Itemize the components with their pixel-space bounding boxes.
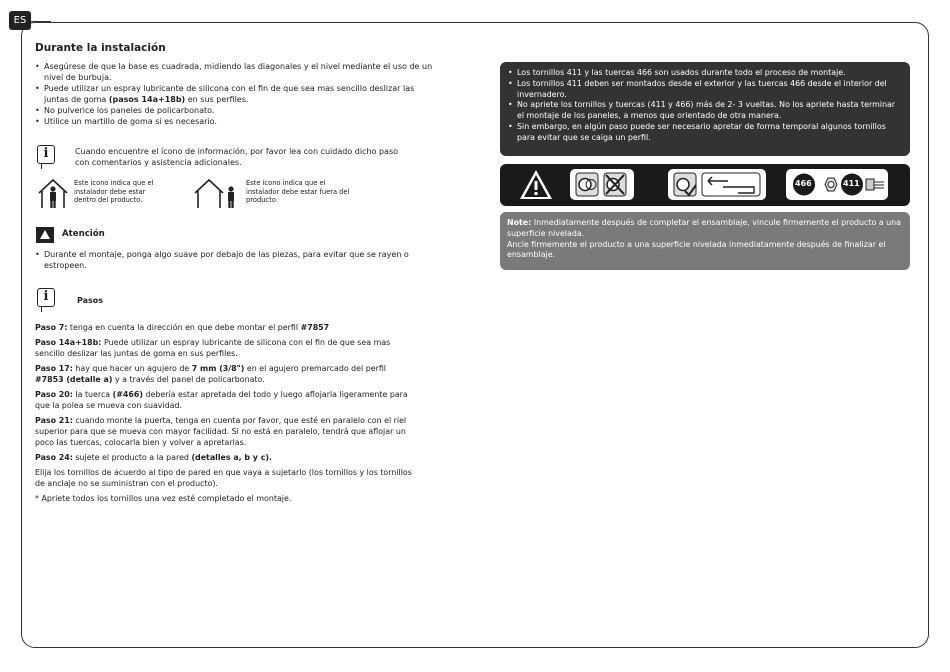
screw-code-label: 411 [843, 179, 860, 188]
wall-note: Elija los tornillos de acuerdo al tipo de pared en que vaya a sujetarlo (los tornillos y los tornillos de anclaje no se suministran con el producto). [35, 468, 412, 488]
step-24: Paso 24: sujete el producto a la pared (detalles a, b y c). [35, 453, 272, 462]
icon-inside-text: Este icono indica que el instalador debe estar dentro del producto. [74, 179, 154, 204]
steps-info-icon: i [37, 288, 55, 307]
steps-info-icon-tail [41, 306, 48, 312]
info-icon-tail [41, 163, 48, 169]
install-bullet-2: • Puede utilizar un espray lubricante de silicona con el fin de que sea mas sencillo deslizar las juntas de goma (pasos 14a+18b) en sus perfiles. [35, 83, 440, 105]
info-icon: i [37, 145, 55, 164]
step-21: Paso 21: cuando monte la puerta, tenga en cuenta por favor, que esté en paralelo con el riel superior para que se mueva con mayor facilidad. Si no está en paralelo, tendrá que aflojar un poco las tuercas, colocarla bien y volver a apretarlas. [35, 416, 407, 447]
screws-info-1: • Los tornillos 411 y las tuercas 466 son usados durante todo el proceso de montaje. [508, 68, 902, 79]
nut-code-label: 466 [795, 179, 812, 188]
steps-title: Pasos [77, 296, 104, 305]
anchor-paragraph: Ancle firmemente el producto a una superficie nivelada inmediatamente después de finalizar el ensamblaje. [507, 239, 886, 260]
install-bullet-1: • Asegúrese de que la base es cuadrada, midiendo las diagonales y el nivel mediante el uso de un nivel de burbuja. [35, 61, 440, 83]
screws-info-bullets [508, 68, 902, 144]
step-14a-18b: Paso 14a+18b: Puede utilizar un espray lubricante de silicona con el fin de que sea mas sencillo deslizar las juntas de goma en sus perfiles. [35, 338, 391, 358]
step-20: Paso 20: la tuerca (#466) debería estar apretada del todo y luego aflojarla ligeramente para que la polea se mueva con suavidad. [35, 390, 408, 410]
install-bullets [35, 61, 440, 127]
anchoring-note-box [500, 212, 910, 270]
step-7: Paso 7: tenga en cuenta la dirección en que debe montar el perfil #7857 [35, 323, 330, 332]
step-17: Paso 17: hay que hacer un agujero de 7 mm (3/8") en el agujero premarcado del perfil #7853 (detalle a) y a través del panel de policarbonato. [35, 364, 386, 384]
attention-bullets [35, 249, 425, 271]
screws-info-box [500, 62, 910, 156]
tightening-icon-band [500, 164, 910, 206]
warning-icon [36, 227, 54, 243]
attention-bullet: • Durante el montaje, ponga algo suave por debajo de las piezas, para evitar que se rayen o estropeen. [35, 249, 425, 271]
attention-title: Atención [62, 229, 105, 239]
screws-info-4: • Sin embargo, en algún paso puede ser necesario apretar de forma temporal algunos tornillos para evitar que se caiga un perfil. [508, 122, 902, 144]
language-badge: ES [9, 11, 31, 30]
wrench-tighten-box [668, 169, 766, 200]
installer-inside-icon [37, 177, 69, 209]
badge-connector [31, 21, 51, 22]
install-bullet-3: • No pulverice los paneles de policarbonato. [35, 105, 440, 116]
icon-outside-text: Este icono indica que el instalador debe estar fuera del producto. [246, 179, 350, 204]
caution-triangle-icon [518, 168, 554, 201]
install-title: Durante la instalación [35, 42, 166, 54]
parts-code-box [786, 169, 888, 200]
screws-info-2: • Los tornillos 411 deben ser montados desde el exterior y las tuercas 466 desde el interior del invernadero. [508, 79, 902, 101]
screws-info-3: • No apriete los tornillos y tuercas (411 y 466) más de 2- 3 vueltas. No los apriete hasta terminar el montaje de los paneles, a menos que orientado de otra manera. [508, 100, 902, 122]
final-note: * Apriete todos los tornillos una vez esté completado el montaje. [35, 494, 292, 503]
installer-outside-icon [193, 177, 237, 209]
info-note: Cuando encuentre el ícono de información, por favor lea con cuidado dicho paso con comentarios y asistencia adicionales. [75, 147, 399, 167]
steps-list [35, 322, 415, 508]
note-paragraph: Note: Inmediatamente después de completar el ensamblaje, vincule firmemente el producto a una superficie nivelada. [507, 218, 902, 238]
nut-screw-pair-box [570, 169, 634, 200]
install-bullet-4: • Utilice un martillo de goma si es necesario. [35, 116, 440, 127]
